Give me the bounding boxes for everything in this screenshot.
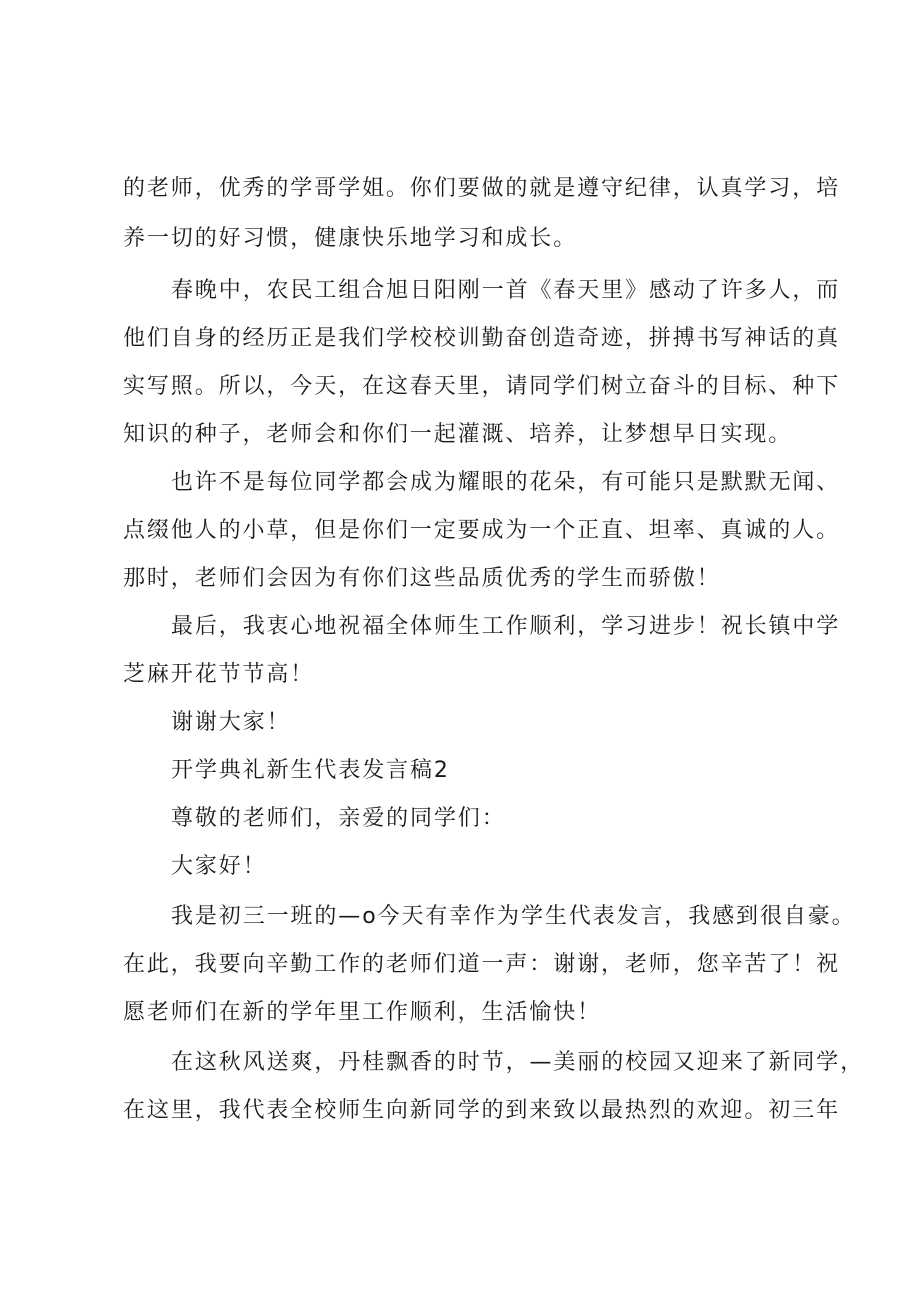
text-line: 我是初三一班的—o今天有幸作为学生代表发言，我感到很自豪。 <box>171 904 856 929</box>
text-line: 也许不是每位同学都会成为耀眼的花朵，有可能只是默默无闻、 <box>171 470 841 495</box>
text-line: 在此，我要向辛勤工作的老师们道一声：谢谢，老师，您辛苦了！祝 <box>123 952 841 977</box>
text-line: 养一切的好习惯，健康快乐地学习和成长。 <box>123 226 578 251</box>
text-line: 知识的种子，老师会和你们一起灌溉、培养，让梦想早日实现。 <box>123 422 793 447</box>
text-line: 实写照。所以，今天，在这春天里，请同学们树立奋斗的目标、种下 <box>123 374 841 399</box>
greeting: 大家好！ <box>171 854 267 879</box>
text-line: 芝麻开花节节高！ <box>123 662 315 687</box>
text-line: 点缀他人的小草，但是你们一定要成为一个正直、坦率、真诚的人。 <box>123 518 841 543</box>
text-line: 他们自身的经历正是我们学校校训勤奋创造奇迹，拼搏书写神话的真 <box>123 326 841 351</box>
section-heading: 开学典礼新生代表发言稿2 <box>171 758 450 783</box>
text-line: 春晚中，农民工组合旭日阳刚一首《春天里》感动了许多人，而 <box>171 278 841 303</box>
text-line: 的老师，优秀的学哥学姐。你们要做的就是遵守纪律，认真学习，培 <box>123 176 841 201</box>
text-line: 那时，老师们会因为有你们这些品质优秀的学生而骄傲！ <box>123 566 721 591</box>
text-line: 谢谢大家！ <box>171 710 291 735</box>
text-line: 在这里，我代表全校师生向新同学的到来致以最热烈的欢迎。初三年 <box>123 1098 841 1123</box>
text-line: 在这秋风送爽，丹桂飘香的时节，—美丽的校园又迎来了新同学， <box>171 1050 865 1075</box>
salutation: 尊敬的老师们，亲爱的同学们： <box>171 806 506 831</box>
text-line: 愿老师们在新的学年里工作顺利，生活愉快！ <box>123 1000 602 1025</box>
text-line: 最后，我衷心地祝福全体师生工作顺利，学习进步！祝长镇中学 <box>171 614 841 639</box>
